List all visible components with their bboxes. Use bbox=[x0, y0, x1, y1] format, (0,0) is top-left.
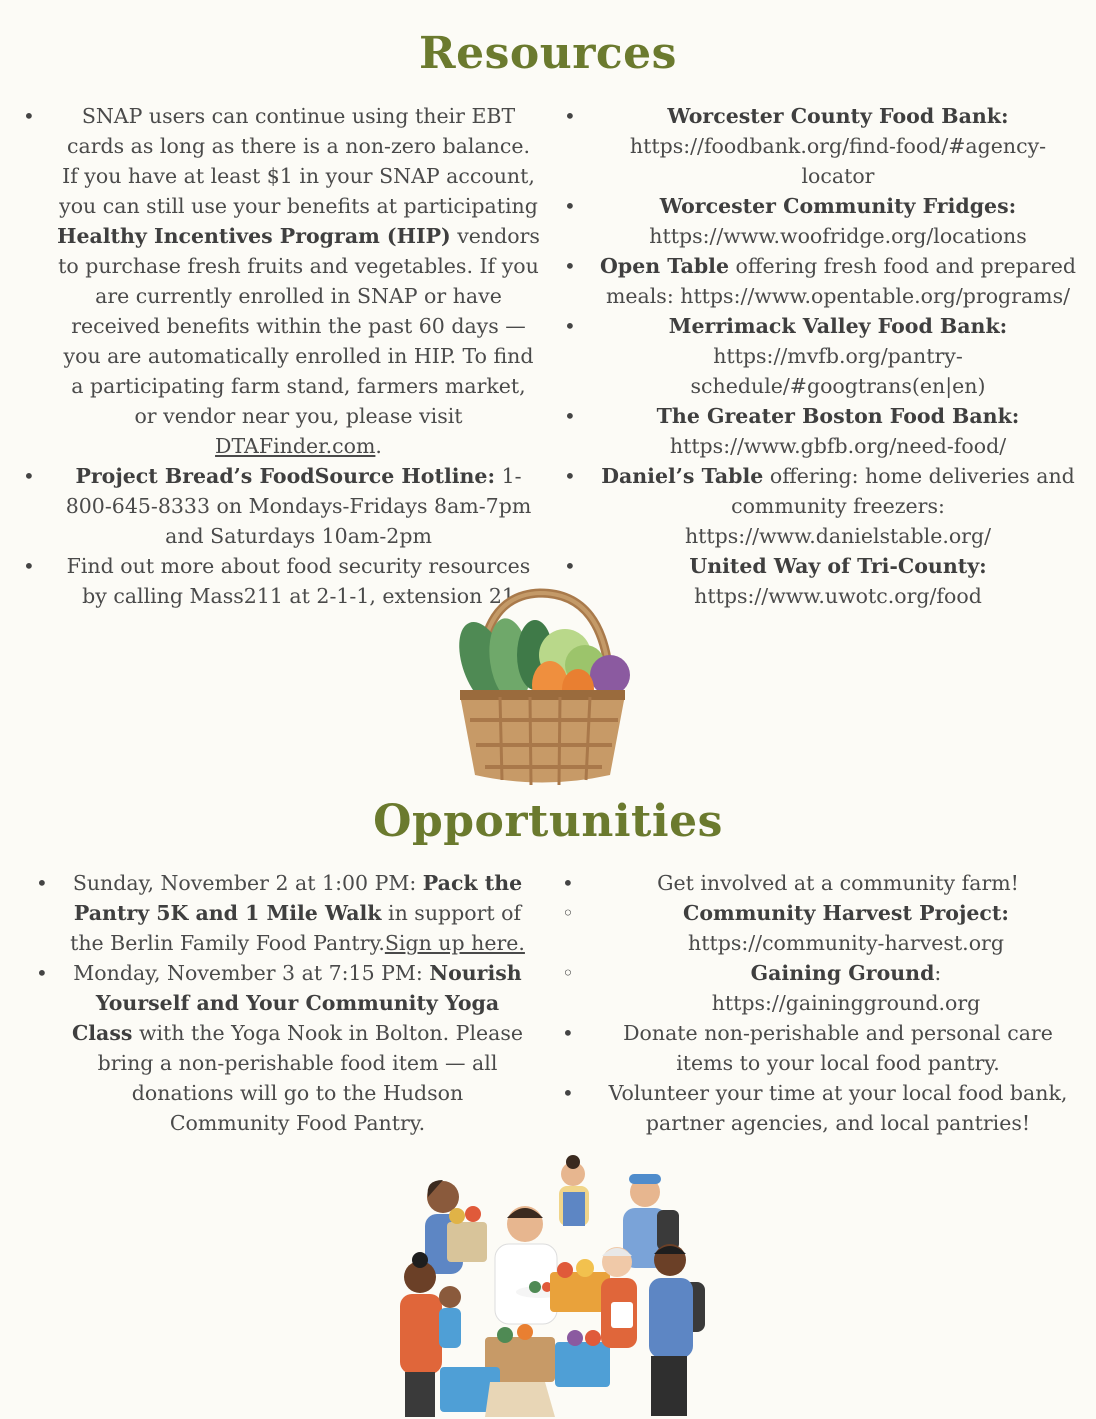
resources-right-column bbox=[598, 101, 1078, 611]
url-text: https://mvfb.org/pantry-schedule/#googtrans(en|en) bbox=[690, 344, 986, 398]
list-item: • United Way of Tri-County: https://www.uwotc.org/food bbox=[598, 551, 1078, 611]
list-item: • Donate non-perishable and personal care items to your local food pantry. bbox=[596, 1018, 1080, 1078]
list-item: ◦ Gaining Ground: https://gainingground.org bbox=[612, 958, 1080, 1018]
opportunities-right-column bbox=[596, 868, 1080, 1138]
list-item: • Volunteer your time at your local food bank, partner agencies, and local pantries! bbox=[596, 1078, 1080, 1138]
list-item: • Sunday, November 2 at 1:00 PM: Pack the Pantry 5K and 1 Mile Walk in support of the Berlin Family Food Pantry.Sign up here. bbox=[70, 868, 525, 958]
url-text: https://www.woofridge.org/locations bbox=[649, 224, 1027, 248]
url-text: https://community-harvest.org bbox=[688, 931, 1004, 955]
dtafinder-link[interactable]: DTAFinder.com bbox=[215, 434, 376, 458]
sign-up-link[interactable]: Sign up here. bbox=[384, 931, 525, 955]
resources-title: Resources bbox=[419, 28, 677, 79]
vegetable-basket-illustration bbox=[440, 585, 645, 790]
list-item: • The Greater Boston Food Bank: https://www.gbfb.org/need-food/ bbox=[598, 401, 1078, 461]
url-text: https://www.uwotc.org/food bbox=[694, 584, 982, 608]
resources-left-column bbox=[57, 101, 540, 611]
community-food-donation-illustration bbox=[395, 1152, 710, 1417]
list-item: • Worcester County Food Bank: https://foodbank.org/find-food/#agency-locator bbox=[598, 101, 1078, 191]
list-item: • Open Table offering fresh food and prepared meals: https://www.opentable.org/programs/ bbox=[598, 251, 1078, 311]
url-text: https://gainingground.org bbox=[711, 991, 981, 1015]
list-item: • Monday, November 3 at 7:15 PM: Nourish Yourself and Your Community Yoga Class with the Yoga Nook in Bolton. Please bring a non-perishable food item — all donations will go to the Hudson Community Food Pantry. bbox=[70, 958, 525, 1138]
opportunities-left-column bbox=[70, 868, 525, 1138]
url-text: https://foodbank.org/find-food/#agency-locator bbox=[629, 134, 1047, 188]
list-item: • Get involved at a community farm! bbox=[596, 868, 1080, 898]
opportunities-title: Opportunities bbox=[373, 796, 723, 847]
list-item: • Merrimack Valley Food Bank: https://mvfb.org/pantry-schedule/#googtrans(en|en) bbox=[598, 311, 1078, 401]
list-item: • Find out more about food security resources by calling Mass211 at 2-1-1, extension 21 bbox=[57, 551, 540, 611]
list-item: ◦ Community Harvest Project: https://community-harvest.org bbox=[612, 898, 1080, 958]
url-text: https://www.gbfb.org/need-food/ bbox=[669, 434, 1007, 458]
list-item: • Daniel’s Table offering: home deliveries and community freezers: https://www.danielstable.org/ bbox=[598, 461, 1078, 551]
list-item: • Project Bread’s FoodSource Hotline: 1-800-645-8333 on Mondays-Fridays 8am-7pm and Saturdays 10am-2pm bbox=[57, 461, 540, 551]
list-item: • Worcester Community Fridges: https://www.woofridge.org/locations bbox=[598, 191, 1078, 251]
list-item: • SNAP users can continue using their EBT cards as long as there is a non-zero balance. If you have at least $1 in your SNAP account, you can still use your benefits at participating Healthy Incentives Program (HIP) vendors to purchase fresh fruits and vegetables. If you are currently enrolled in SNAP or have received benefits within the past 60 days — you are automatically enrolled in HIP. To find a participating farm stand, farmers market, or vendor near you, please visit DTAFinder.com. bbox=[57, 101, 540, 461]
